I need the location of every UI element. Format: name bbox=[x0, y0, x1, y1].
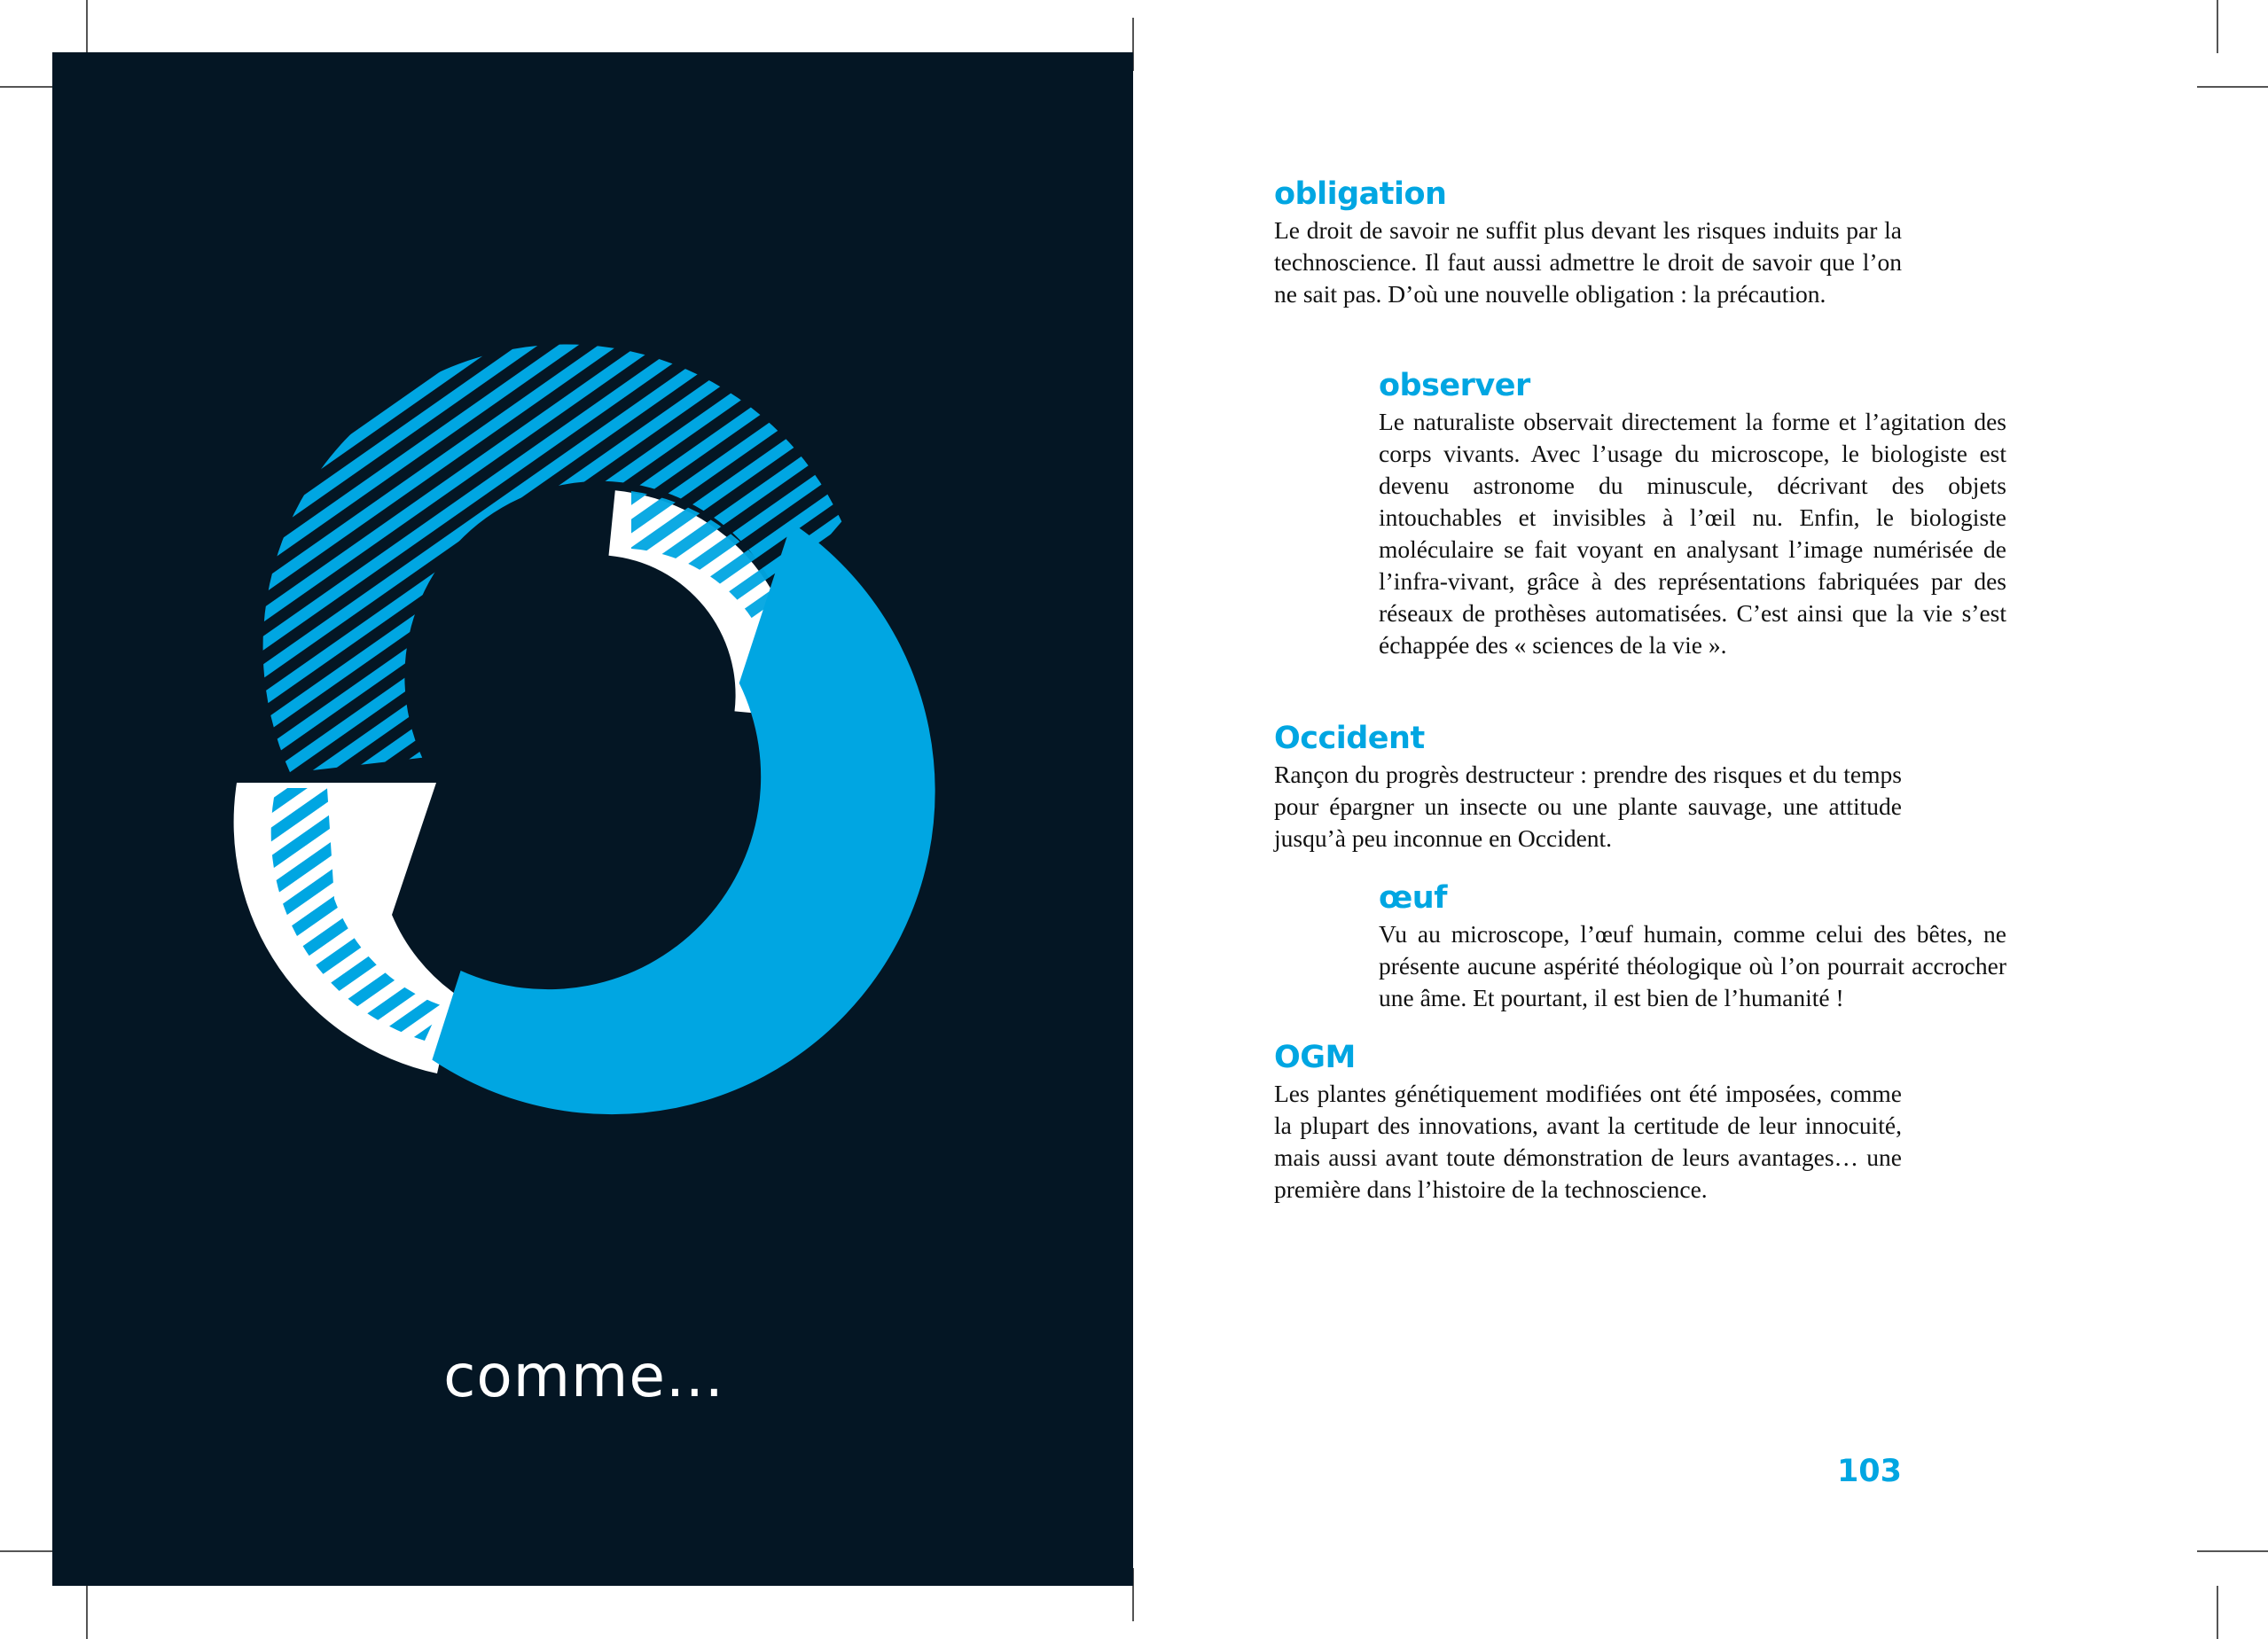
entry-oeuf bbox=[1379, 879, 2006, 1014]
entry-text: Le naturaliste observait directement la forme et l’agitation des corps vivants. Avec l’usage du microscope, le biologiste est devenu astronome du minuscule, décrivant des objets intouchables et invisibles à l’œil nu. Enfin, le biologiste moléculaire se fait voyant en analysant l’image numérisée de l’infra-vivant, grâce à des représentations fabriquées par des réseaux de prothèses automatisées. C’est ainsi que la vie s’est échappée des « sciences de la vie ». bbox=[1379, 408, 2006, 659]
entry-text: Rançon du progrès destructeur : prendre des risques et du temps pour épargner un insecte ou une plante sauvage, une attitude jusqu’à peu inconnue en Occident. bbox=[1274, 761, 1902, 852]
entry-term: Occident bbox=[1274, 721, 1425, 756]
page-number: 103 bbox=[1836, 1454, 1902, 1489]
crop-mark bbox=[2197, 1550, 2268, 1552]
entry-term: œuf bbox=[1379, 880, 1447, 916]
crop-mark bbox=[2197, 86, 2268, 88]
blue-main-arc bbox=[432, 523, 935, 1115]
entry-text: Le droit de savoir ne suffit plus devant les risques induits par la technoscience. Il faut aussi admettre le droit de savoir que l’on ne sait pas. D’où une nouvelle obligation : la précaution. bbox=[1274, 216, 1902, 308]
left-page-panel bbox=[52, 52, 1133, 1586]
entry-term: observer bbox=[1379, 368, 1530, 403]
entry-observer bbox=[1379, 367, 2006, 661]
entry-obligation bbox=[1274, 176, 1902, 310]
entry-term: obligation bbox=[1274, 176, 1447, 212]
section-word: comme... bbox=[443, 1342, 724, 1410]
entry-text: Les plantes génétiquement modifiées ont été imposées, comme la plupart des innovations, avant la certitude de leur innocuité, mais aussi avant toute démonstration de leurs avantages… une première dans l’histoire de la technoscience. bbox=[1274, 1080, 1902, 1203]
entry-term: OGM bbox=[1274, 1040, 1356, 1075]
crop-mark bbox=[2217, 0, 2218, 53]
entry-occident bbox=[1274, 720, 1902, 855]
entry-text: Vu au microscope, l’œuf humain, comme celui des bêtes, ne présente aucune aspérité théologique où l’on pourrait accrocher une âme. Et pourtant, il est bien de l’humanité ! bbox=[1379, 920, 2006, 1011]
entry-ogm bbox=[1274, 1039, 1902, 1206]
crop-mark bbox=[2217, 1586, 2218, 1639]
